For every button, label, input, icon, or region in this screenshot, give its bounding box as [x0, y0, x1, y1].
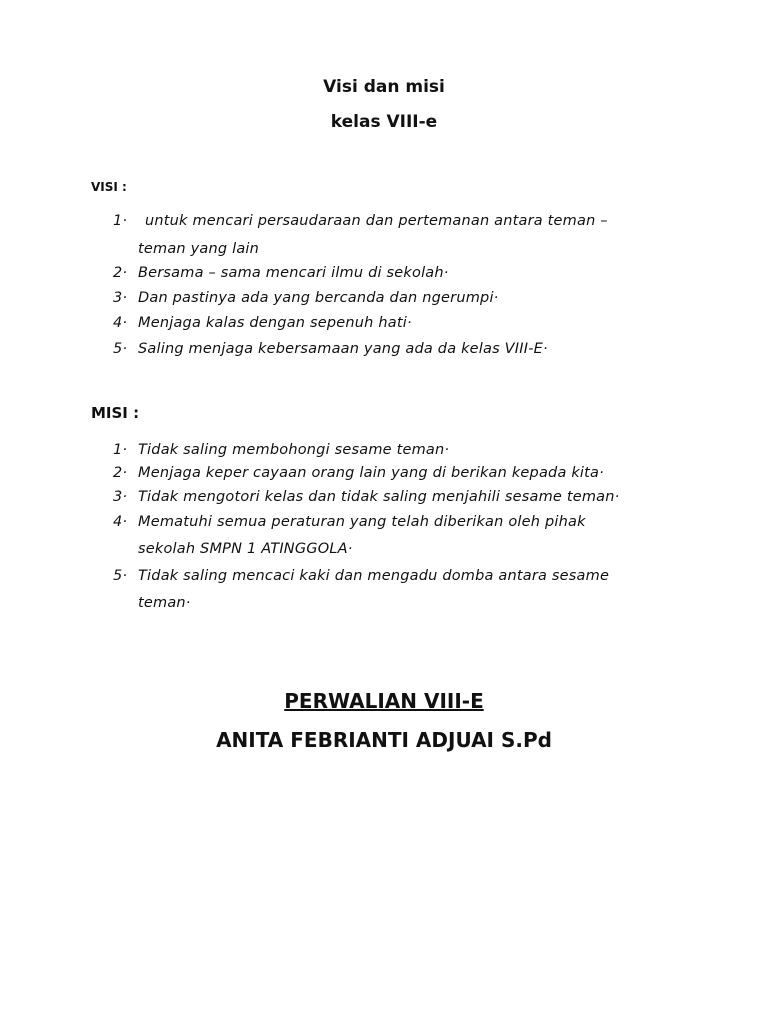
list-item — [0, 489, 768, 509]
item-number: 1· — [113, 442, 128, 458]
list-item — [0, 341, 768, 361]
item-text: Mematuhi semua peraturan yang telah diberikan oleh pihak — [138, 514, 586, 530]
item-number: 4· — [113, 514, 128, 530]
item-text: untuk mencari persaudaraan dan pertemanan antara teman – — [145, 213, 608, 229]
item-number: 2· — [113, 265, 128, 281]
list-item — [0, 315, 768, 335]
list-item — [0, 265, 768, 285]
list-item — [0, 442, 768, 462]
item-number: 3· — [113, 290, 128, 306]
item-text-continued: sekolah SMPN 1 ATINGGOLA· — [138, 541, 353, 557]
item-text: Dan pastinya ada yang bercanda dan ngerumpi· — [138, 290, 499, 306]
visi-heading: VISI : — [91, 180, 127, 194]
list-item — [0, 213, 768, 233]
item-number: 2· — [113, 465, 128, 481]
misi-heading: MISI : — [91, 404, 140, 422]
item-text: Menjaga kalas dengan sepenuh hati· — [138, 315, 412, 331]
list-item — [0, 514, 768, 534]
list-item — [0, 568, 768, 588]
perwalian-text: PERWALIAN VIII-E — [284, 689, 484, 713]
item-text-continued: teman yang lain — [138, 241, 260, 257]
list-item — [0, 465, 768, 485]
item-number: 4· — [113, 315, 128, 331]
perwalian-heading — [0, 689, 768, 713]
item-text: Tidak mengotori kelas dan tidak saling menjahili sesame teman· — [138, 489, 620, 505]
homeroom-teacher-name: ANITA FEBRIANTI ADJUAI S.Pd — [216, 728, 552, 752]
list-item — [0, 290, 768, 310]
item-number: 3· — [113, 489, 128, 505]
item-text: Bersama – sama mencari ilmu di sekolah· — [138, 265, 449, 281]
doc-subtitle: kelas VIII-e — [330, 112, 438, 132]
item-text: Tidak saling mencaci kaki dan mengadu domba antara sesame — [138, 568, 610, 584]
item-number: 5· — [113, 341, 128, 357]
item-number: 1· — [113, 213, 128, 229]
item-text: Tidak saling membohongi sesame teman· — [138, 442, 450, 458]
item-number: 5· — [113, 568, 128, 584]
item-text: Saling menjaga kebersamaan yang ada da kelas VIII-E· — [138, 341, 548, 357]
item-text-continued: teman· — [138, 595, 191, 611]
item-text: Menjaga keper cayaan orang lain yang di berikan kepada kita· — [138, 465, 604, 481]
doc-title: Visi dan misi — [323, 77, 445, 97]
